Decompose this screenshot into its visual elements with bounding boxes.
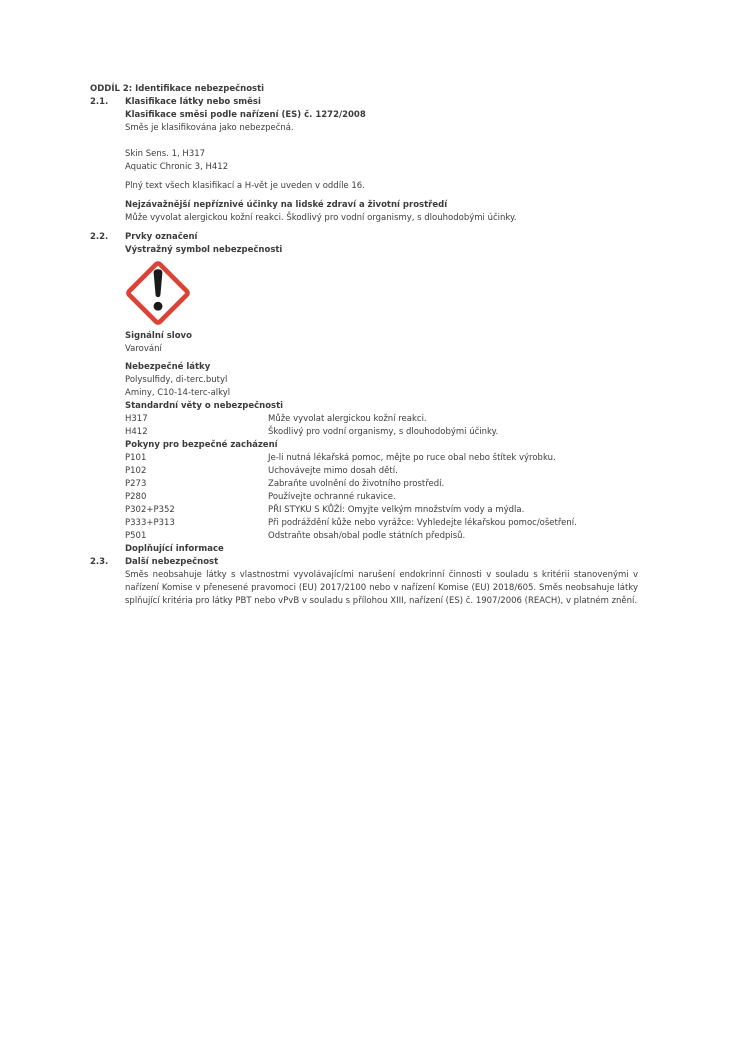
signal-word-heading: Signální slovo <box>125 331 192 341</box>
subsection-2-3-number: 2.3. <box>90 557 109 567</box>
full-text-note: Plný text všech klasifikací a H-vět je uveden v oddíle 16. <box>125 181 365 191</box>
ghs07-exclamation-pictogram <box>125 260 638 326</box>
p-statement-text: Používejte ochranné rukavice. <box>268 492 396 502</box>
p-statement-text: Uchovávejte mimo dosah dětí. <box>268 466 398 476</box>
section-2-title: ODDÍL 2: Identifikace nebezpečnosti <box>90 84 265 94</box>
h-statement-row <box>125 413 638 426</box>
h-statement-code: H317 <box>125 414 148 424</box>
p-statement-code: P302+P352 <box>125 505 175 515</box>
classification-item: Skin Sens. 1, H317 <box>125 149 206 159</box>
p-statement-row <box>125 504 638 517</box>
p-statement-text: Při podráždění kůže nebo vyrážce: Vyhledejte lékařskou pomoc/ošetření. <box>268 518 577 528</box>
subsection-2-2-label: Prvky označení <box>125 232 198 242</box>
classification-regulation-heading: Klasifikace směsi podle nařízení (ES) č. 1272/2008 <box>125 110 366 120</box>
p-statement-text: Zabraňte uvolnění do životního prostředí. <box>268 479 445 489</box>
other-hazards-text: Směs neobsahuje látky s vlastnostmi vyvolávajícími narušení endokrinní činnosti v souladu s kritérii stanovenými v nařízení Komise v přenesené pravomoci (EU) 2017/2100 nebo v nařízení Komise (EU) 2018/605. Směs neobsahuje látky splňující kritéria pro látky PBT nebo vPvB v souladu s přílohou XIII, nařízení (ES) č. 1907/2006 (REACH), v platném znění. <box>125 570 638 606</box>
p-statement-text: PŘI STYKU S KŮŽÍ: Omyjte velkým množstvím vody a mýdla. <box>268 505 525 515</box>
sds-section-2 <box>90 83 638 608</box>
adverse-effects-heading: Nejzávažnější nepříznivé účinky na lidské zdraví a životní prostředí <box>125 200 448 210</box>
h-statement-text: Může vyvolat alergickou kožní reakci. <box>268 414 427 424</box>
subsection-2-3-label: Další nebezpečnost <box>125 557 219 567</box>
subsection-2-1-heading <box>90 96 638 109</box>
pictogram-heading: Výstražný symbol nebezpečnosti <box>125 245 283 255</box>
p-statement-text: Je-li nutná lékařská pomoc, mějte po ruce obal nebo štítek výrobku. <box>268 453 556 463</box>
p-statement-code: P101 <box>125 453 147 463</box>
subsection-2-2-body <box>125 244 638 556</box>
p-statement-row <box>125 452 638 465</box>
dangerous-substance-item: Polysulfidy, di-terc.butyl <box>125 375 228 385</box>
p-statement-text: Odstraňte obsah/obal podle státních předpisů. <box>268 531 466 541</box>
p-statement-row <box>125 517 638 530</box>
p-statement-row <box>125 465 638 478</box>
p-statements-heading: Pokyny pro bezpečné zacházení <box>125 440 278 450</box>
subsection-2-2-number: 2.2. <box>90 232 109 242</box>
subsection-2-1-number: 2.1. <box>90 97 109 107</box>
p-statement-code: P273 <box>125 479 147 489</box>
classified-as-dangerous-text: Směs je klasifikována jako nebezpečná. <box>125 123 294 133</box>
p-statement-row <box>125 478 638 491</box>
subsection-2-2-heading <box>90 231 638 244</box>
supplemental-info-heading: Doplňující informace <box>125 544 224 554</box>
classification-list <box>125 148 638 174</box>
adverse-effects-text: Může vyvolat alergickou kožní reakci. Škodlivý pro vodní organismy, s dlouhodobými účinky. <box>125 213 517 223</box>
h-statements-heading: Standardní věty o nebezpečnosti <box>125 401 284 411</box>
dangerous-substance-item: Aminy, C10-14-terc-alkyl <box>125 388 231 398</box>
p-statement-code: P501 <box>125 531 147 541</box>
subsection-2-1-body <box>125 109 638 225</box>
subsection-2-1-label: Klasifikace látky nebo směsi <box>125 97 261 107</box>
p-statement-row <box>125 530 638 543</box>
signal-word-value: Varování <box>125 344 162 354</box>
h-statement-row <box>125 426 638 439</box>
p-statement-row <box>125 491 638 504</box>
ghs07-exclamation-icon <box>125 260 191 326</box>
subsection-2-3-body <box>125 569 638 608</box>
dangerous-substances-heading: Nebezpečné látky <box>125 362 211 372</box>
p-statement-code: P102 <box>125 466 147 476</box>
classification-item: Aquatic Chronic 3, H412 <box>125 162 229 172</box>
p-statement-code: P280 <box>125 492 147 502</box>
h-statement-code: H412 <box>125 427 148 437</box>
subsection-2-3-heading <box>90 556 638 569</box>
h-statement-text: Škodlivý pro vodní organismy, s dlouhodobými účinky. <box>268 427 499 437</box>
p-statement-code: P333+P313 <box>125 518 175 528</box>
